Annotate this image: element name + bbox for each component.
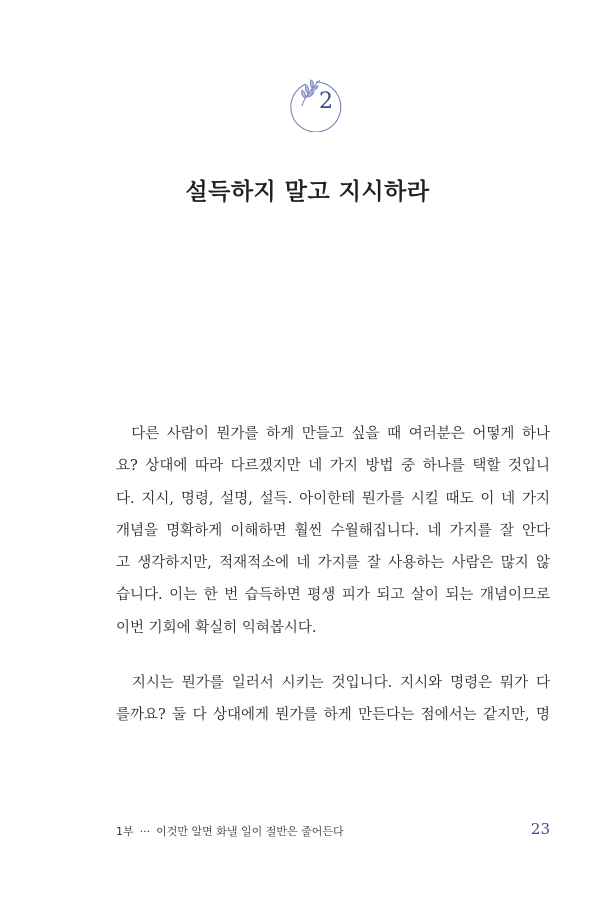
paragraph-line: 요? 상대에 따라 다르겠지만 네 가지 방법 중 하나를 택할 것입니 bbox=[116, 458, 550, 475]
paragraph-line: 지시는 뭔가를 일러서 시키는 것입니다. 지시와 명령은 뭐가 다 bbox=[116, 675, 550, 691]
paragraph-line: 이번 기회에 확실히 익혀봅시다. bbox=[116, 619, 317, 636]
footer-running-title: 이것만 알면 화낼 일이 절반은 줄어든다 bbox=[156, 825, 344, 838]
footer-separator: ··· bbox=[139, 825, 151, 838]
chapter-number: 2 bbox=[319, 89, 333, 114]
paragraph-line: 다. 지시, 명령, 설명, 설득. 아이한테 뭔가를 시킬 때도 이 네 가지 bbox=[116, 490, 550, 507]
paragraph-line: 습니다. 이는 한 번 습득하면 평생 피가 되고 살이 되는 개념이므로 bbox=[116, 587, 550, 604]
chapter-title: 설득하지 말고 지시하라 bbox=[185, 179, 430, 205]
paragraph-line: 고 생각하지만, 적재적소에 네 가지를 잘 사용하는 사람은 많지 않 bbox=[116, 555, 550, 572]
paragraph-2 bbox=[116, 667, 550, 732]
paragraph-1 bbox=[116, 418, 550, 644]
footer-part-label: 1부 bbox=[116, 825, 134, 838]
paragraph-line: 다른 사람이 뭔가를 하게 만들고 싶을 때 여러분은 어떻게 하나 bbox=[116, 426, 550, 442]
running-footer bbox=[116, 823, 344, 839]
paragraph-line: 개념을 명확하게 이해하면 훨씬 수월해집니다. 네 가지를 잘 안다 bbox=[116, 522, 550, 539]
paragraph-line: 를까요? 둘 다 상대에게 뭔가를 하게 만든다는 점에서는 같지만, 명 bbox=[116, 707, 550, 724]
page-number: 23 bbox=[530, 820, 550, 838]
